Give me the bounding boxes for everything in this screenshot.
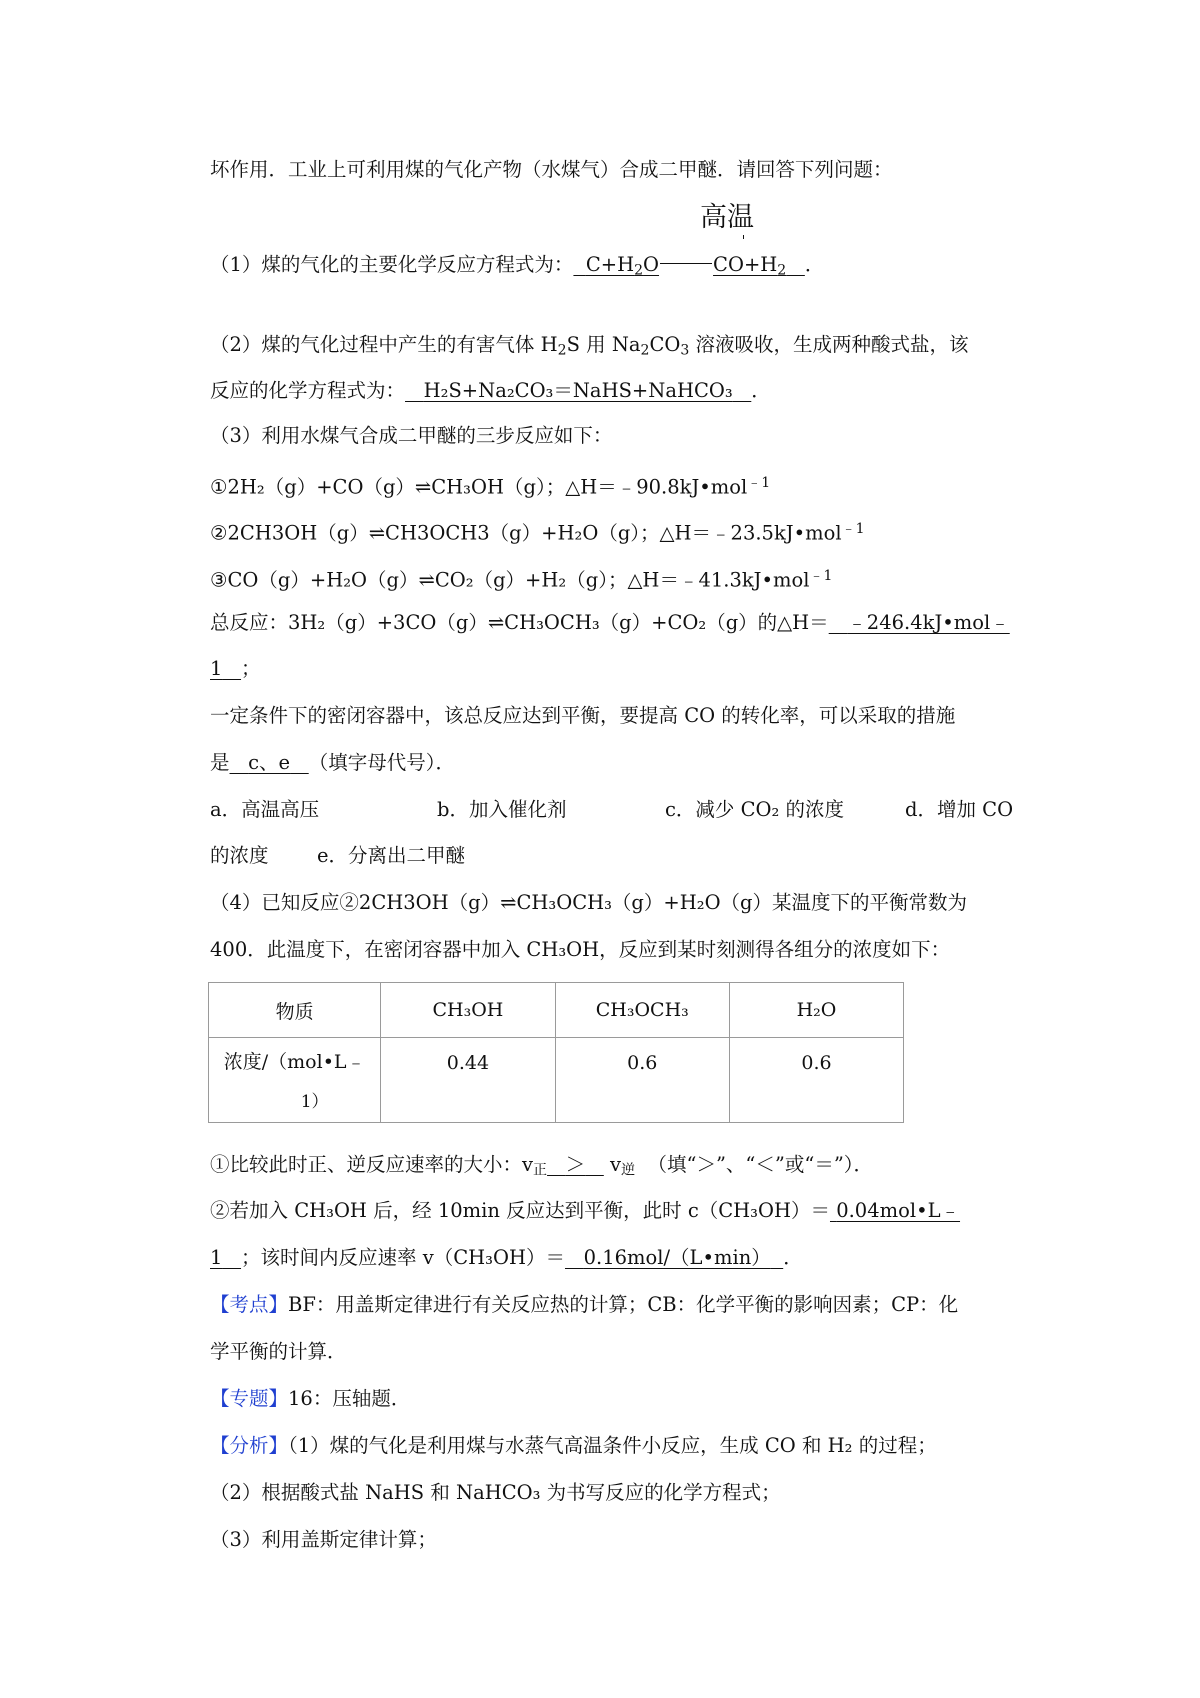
table-cell: 0.6 xyxy=(729,1038,903,1123)
q2-answer: H₂S+Na₂CO₃＝NaHS+NaHCO₃ xyxy=(423,379,733,402)
sub2-answer-rate: 0.16mol/（L•min） xyxy=(583,1246,771,1269)
concentration-table xyxy=(208,982,904,1123)
measure-line1: 一定条件下的密闭容器中，该总反应达到平衡，要提高 CO 的转化率，可以采取的措施 xyxy=(210,704,956,727)
zhuanti-tag: 【专题】 xyxy=(210,1387,289,1410)
reaction-2: ②2CH3OH（g）⇌CH3OCH3（g）+H₂O（g）；△H＝﹣23.5kJ•mol$^{﹣1}$ xyxy=(210,521,865,545)
q4-sub2: ②若加入 CH₃OH 后，经 10min 反应达到平衡，此时 c（CH₃OH）＝ 0.04mol•L﹣ xyxy=(210,1199,961,1222)
total-answer: ﹣246.4kJ•mol﹣ xyxy=(847,611,1010,634)
option-a: a．高温高压 xyxy=(210,798,320,821)
table-header: CH₃OCH₃ xyxy=(555,983,729,1038)
q2-line1: （2）煤的气化过程中产生的有害气体 $H_2S$ 用 $Na_2CO_3$ 溶液吸收，生成两种酸式盐，该 xyxy=(210,333,969,359)
table-header: H₂O xyxy=(729,983,903,1038)
table-cell: 0.6 xyxy=(555,1038,729,1123)
table-row xyxy=(209,1038,904,1123)
q2-line2: 反应的化学方程式为： H₂S+Na₂CO₃＝NaHS+NaHCO₃ ． xyxy=(210,379,771,402)
kaodian-line1: 【考点】BF：用盖斯定律进行有关反应热的计算；CB：化学平衡的影响因素；CP：化 xyxy=(210,1293,959,1316)
fenxi-tag: 【分析】 xyxy=(210,1434,289,1457)
q4-sub2-cont: 1 ；该时间内反应速率 v（CH₃OH）＝ 0.16mol/（L•min） ． xyxy=(210,1246,803,1269)
sub2-answer-conc: 0.04mol•L﹣ xyxy=(836,1199,961,1222)
reaction-1: ①2H₂（g）+CO（g）⇌CH₃OH（g）；△H＝﹣90.8kJ•mol$^{﹣1}$ xyxy=(210,475,771,499)
total-reaction-cont: 1 ； xyxy=(210,657,261,680)
kaodian-tag: 【考点】 xyxy=(210,1293,289,1316)
option-b: b．加入催化剂 xyxy=(437,798,567,821)
measure-line2: 是 c、e （填字母代号）． xyxy=(210,751,455,774)
options-line1 xyxy=(210,795,1030,825)
q1-answer: $C+H_2O$ xyxy=(585,253,660,279)
measure-answer: c、e xyxy=(248,751,291,774)
table-cell: 0.44 xyxy=(381,1038,555,1123)
sub1-answer: ＞ xyxy=(565,1153,586,1176)
fenxi-line3: （3）利用盖斯定律计算； xyxy=(210,1528,437,1551)
fenxi-line1: 【分析】（1）煤的气化是利用煤与水蒸气高温条件小反应，生成 CO 和 H₂ 的过程； xyxy=(210,1434,937,1457)
reaction-3: ③CO（g）+H₂O（g）⇌CO₂（g）+H₂（g）；△H＝﹣41.3kJ•mol$^{﹣1}$ xyxy=(210,568,833,592)
zhuanti-line: 【专题】16：压轴题． xyxy=(210,1387,411,1410)
table-header-row xyxy=(209,983,904,1038)
total-reaction: 总反应：3H₂（g）+3CO（g）⇌CH₃OCH₃（g）+CO₂（g）的△H＝ ﹣246.4kJ•mol﹣ xyxy=(210,611,1010,634)
kaodian-line2: 学平衡的计算． xyxy=(210,1340,347,1363)
row-label: 浓度/（mol•L﹣ 1） xyxy=(209,1038,381,1123)
q1-line: （1）煤的气化的主要化学反应方程式为： $C+H_2O$ $CO+H_2$ ． xyxy=(210,253,825,279)
q4-line1: （4）已知反应②2CH3OH（g）⇌CH₃OCH₃（g）+H₂O（g）某温度下的平衡常数为 xyxy=(210,891,968,914)
table-header: 物质 xyxy=(209,983,381,1038)
option-e: e．分离出二甲醚 xyxy=(317,844,466,867)
options-line2: 的浓度 e．分离出二甲醚 xyxy=(210,841,1030,871)
option-c: c．减少 CO₂ 的浓度 xyxy=(665,798,845,821)
fenxi-line2: （2）根据酸式盐 NaHS 和 NaHCO₃ 为书写反应的化学方程式； xyxy=(210,1481,781,1504)
option-d: d．增加 CO xyxy=(905,798,1014,821)
intro-text: 坏作用．工业上可利用煤的气化产物（水煤气）合成二甲醚．请回答下列问题： xyxy=(210,158,893,181)
q4-line2: 400．此温度下，在密闭容器中加入 CH₃OH，反应到某时刻测得各组分的浓度如下： xyxy=(210,938,951,961)
q1-prefix: （1）煤的气化的主要化学反应方程式为： xyxy=(210,253,574,276)
reaction-condition: 高温 xyxy=(700,202,754,233)
equation-line xyxy=(660,263,712,264)
condition-tick xyxy=(743,235,744,239)
q4-sub1: ①比较此时正、逆反应速率的大小：$v_正$ ＞ $v_逆$ （填“＞”、“＜”或“＝”）． xyxy=(210,1153,874,1179)
table-header: CH₃OH xyxy=(381,983,555,1038)
q3-title: （3）利用水煤气合成二甲醚的三步反应如下： xyxy=(210,424,613,447)
